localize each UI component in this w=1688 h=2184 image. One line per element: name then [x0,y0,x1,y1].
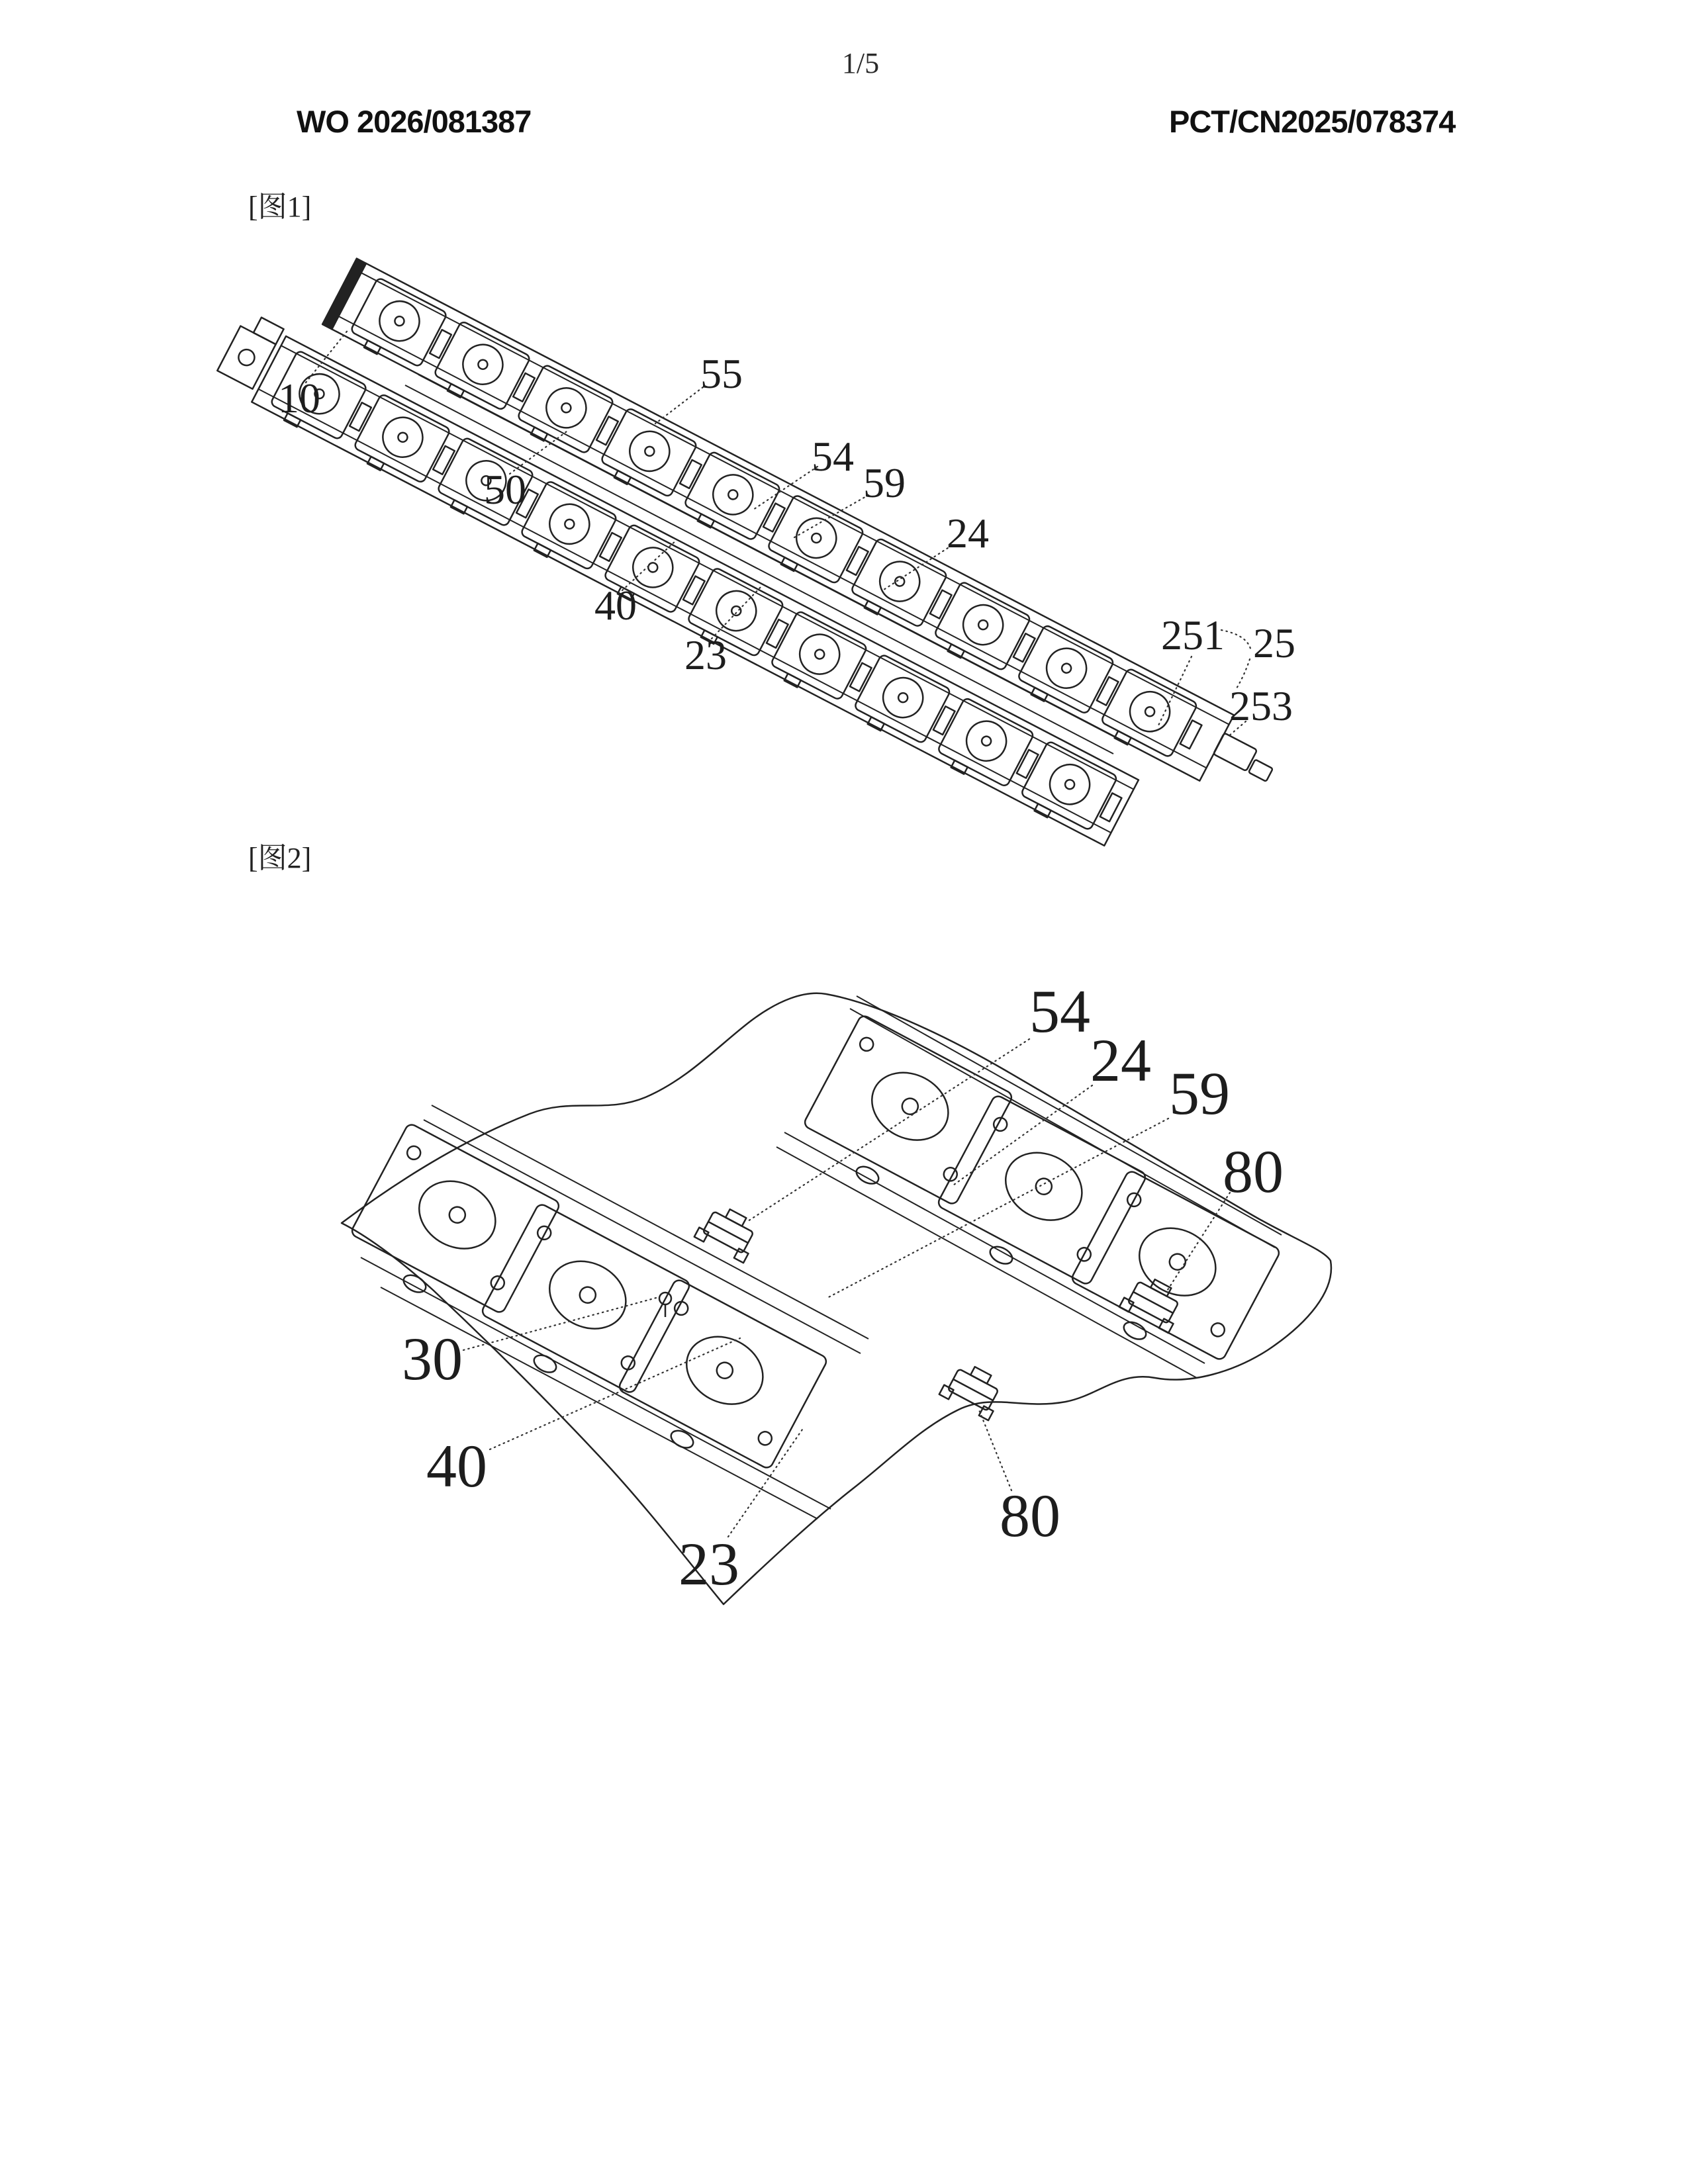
application-number: PCT/CN2025/078374 [1169,104,1456,139]
ref-label-253: 253 [1229,682,1293,729]
ref-label-24: 24 [947,510,989,557]
publication-number: WO 2026/081387 [297,104,532,139]
ref-label-10: 10 [278,375,320,422]
ref-label-25: 25 [1253,619,1295,666]
ref-label-80-right: 80 [1223,1138,1284,1205]
ref-label-59: 59 [863,459,906,506]
ref-label-54-fig2: 54 [1029,978,1090,1045]
figure1-drawing [211,259,1277,847]
figure2-leader-lines [463,1039,1230,1537]
figure2-tag: [图2] [248,842,312,874]
page-number: 1/5 [841,47,880,79]
ref-label-80-bottom: 80 [1000,1482,1060,1549]
figure1-tag: [图1] [248,191,312,223]
ref-label-59-fig2: 59 [1169,1060,1230,1127]
ref-label-23-fig2: 23 [679,1530,739,1598]
end-bracket [1213,733,1277,781]
ref-label-55: 55 [700,350,743,397]
ref-label-24-fig2: 24 [1090,1026,1151,1094]
end-connector [217,311,283,389]
ref-label-40: 40 [594,582,637,629]
ref-label-50: 50 [484,466,526,513]
ref-label-23: 23 [684,631,727,678]
ref-label-40-fig2: 40 [426,1432,487,1500]
ref-label-54: 54 [812,433,854,480]
bolt-detail [659,1293,671,1317]
ref-label-30: 30 [402,1325,463,1392]
ref-label-251: 251 [1161,612,1225,659]
